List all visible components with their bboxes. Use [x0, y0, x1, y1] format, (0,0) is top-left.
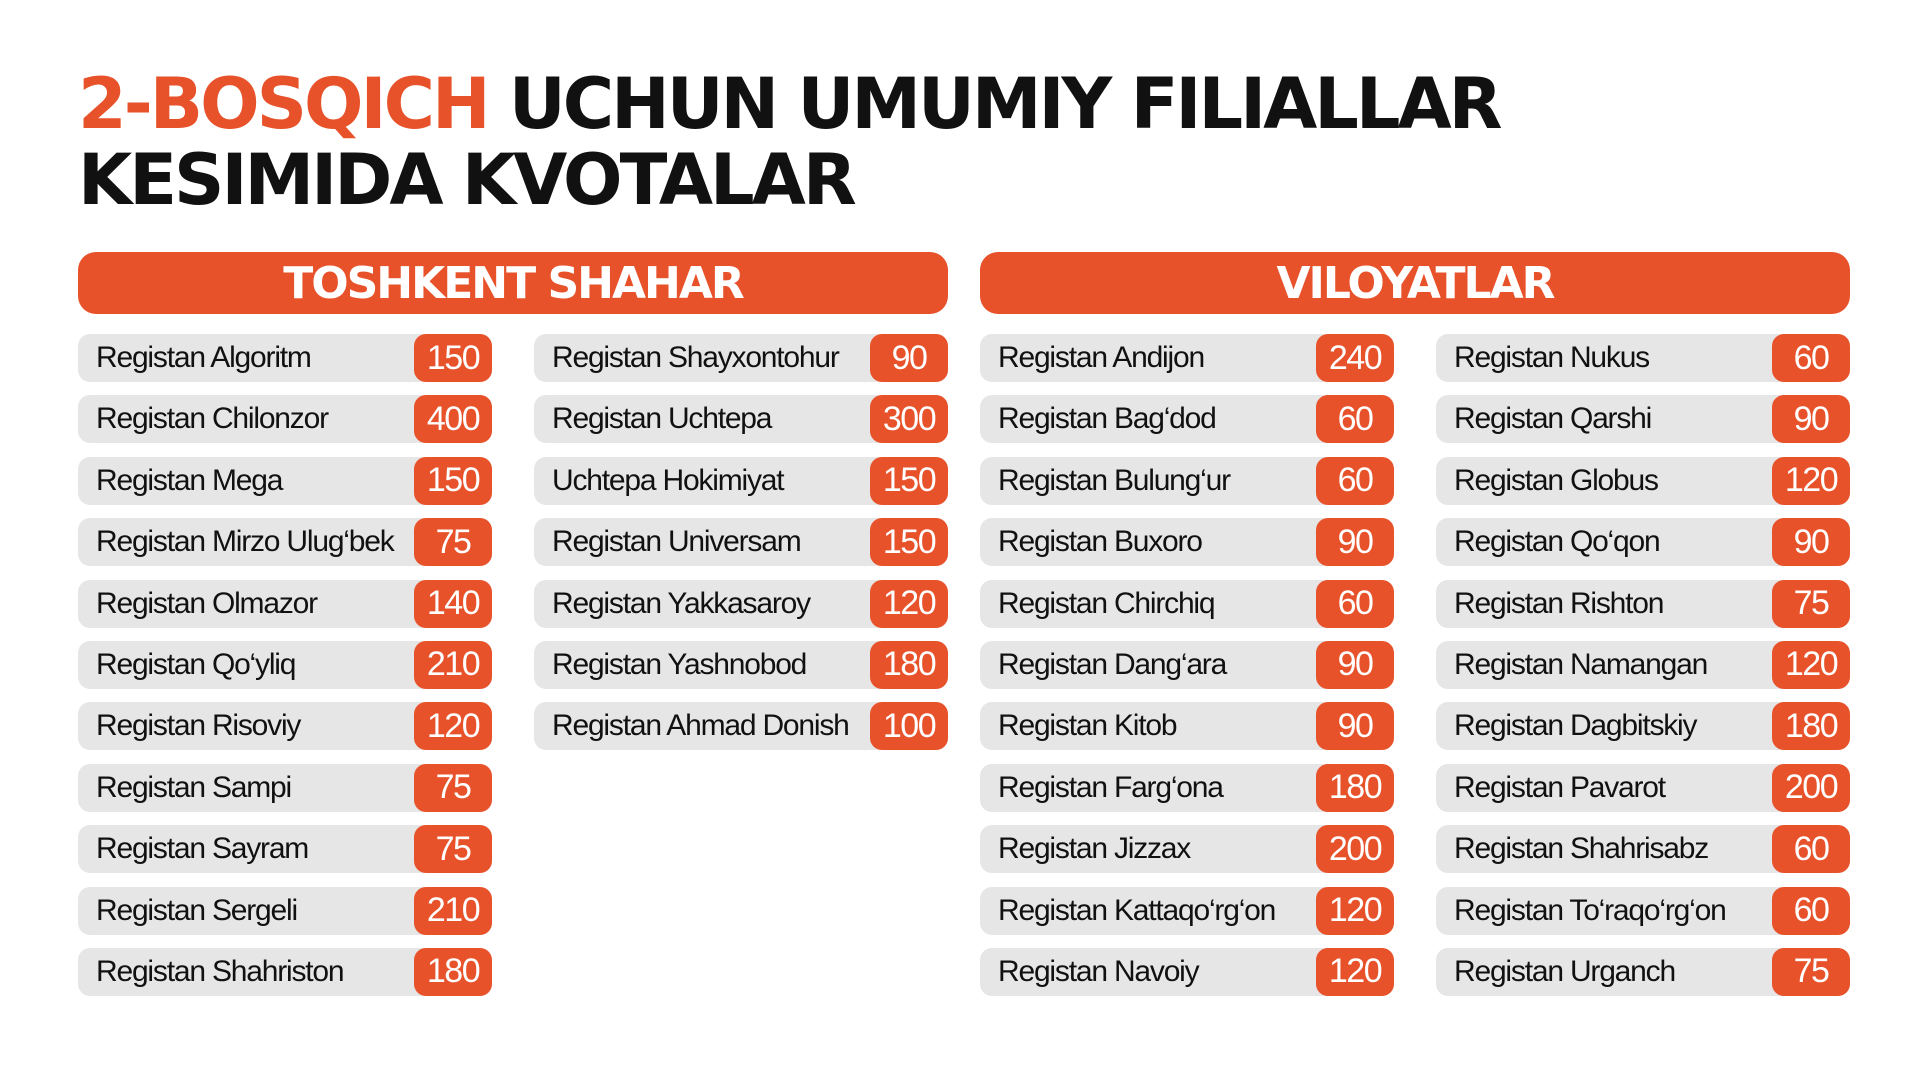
section-header: VILOYATLAR — [980, 252, 1850, 314]
branch-row — [78, 887, 492, 935]
branch-name: Registan Nukus — [1454, 341, 1649, 374]
branch-row — [1436, 580, 1850, 628]
branch-column — [78, 334, 492, 1009]
quota-badge: 90 — [1316, 702, 1394, 750]
quota-badge: 180 — [414, 948, 492, 996]
branch-row — [1436, 948, 1850, 996]
quota-badge: 200 — [1316, 825, 1394, 873]
branch-name: Registan Dang‘ara — [998, 647, 1227, 681]
branch-row — [534, 580, 948, 628]
quota-badge: 400 — [414, 395, 492, 443]
quota-badge: 90 — [1772, 395, 1850, 443]
branch-name: Registan Rishton — [1454, 586, 1664, 620]
branch-row — [78, 825, 492, 873]
branch-name: Registan Olmazor — [96, 586, 317, 620]
branch-row — [980, 334, 1394, 382]
quota-badge: 180 — [870, 641, 948, 689]
quota-badge: 120 — [1316, 948, 1394, 996]
quota-badge: 120 — [1772, 457, 1850, 505]
branch-row — [1436, 825, 1850, 873]
branch-row — [980, 702, 1394, 750]
branch-name: Registan Qo‘yliq — [96, 647, 296, 681]
branch-name: Registan Mega — [96, 463, 283, 497]
quota-badge: 150 — [870, 518, 948, 566]
branch-name: Registan To‘raqo‘rg‘on — [1454, 893, 1726, 927]
branch-row — [78, 395, 492, 443]
quota-badge: 60 — [1316, 395, 1394, 443]
quota-badge: 180 — [1772, 702, 1850, 750]
branch-row — [78, 334, 492, 382]
quota-badge: 75 — [414, 764, 492, 812]
branch-name: Registan Sampi — [96, 770, 291, 804]
quota-badge: 240 — [1316, 334, 1394, 382]
branch-column — [1436, 334, 1850, 1009]
branch-row — [1436, 334, 1850, 382]
quota-badge: 210 — [414, 641, 492, 689]
branch-name: Registan Chilonzor — [96, 402, 328, 436]
branch-name: Registan Qo‘qon — [1454, 525, 1660, 559]
branch-name: Uchtepa Hokimiyat — [552, 463, 784, 497]
quota-badge: 90 — [1316, 641, 1394, 689]
quota-badge: 75 — [1772, 580, 1850, 628]
branch-row — [980, 395, 1394, 443]
page-title — [78, 63, 1500, 221]
quota-badge: 60 — [1316, 580, 1394, 628]
quota-badge: 75 — [1772, 948, 1850, 996]
branch-column — [534, 334, 948, 1009]
quota-badge: 100 — [870, 702, 948, 750]
quota-badge: 150 — [414, 457, 492, 505]
quota-badge: 120 — [414, 702, 492, 750]
quota-badge: 75 — [414, 518, 492, 566]
branch-name: Registan Yakkasaroy — [552, 586, 810, 620]
branch-name: Registan Universam — [552, 525, 801, 559]
branch-name: Registan Globus — [1454, 463, 1658, 497]
branch-row — [78, 518, 492, 566]
branch-name: Registan Bulung‘ur — [998, 463, 1230, 497]
branch-name: Registan Sergeli — [96, 893, 297, 927]
branch-row — [1436, 518, 1850, 566]
branch-row — [1436, 457, 1850, 505]
branch-row — [534, 457, 948, 505]
branch-name: Registan Farg‘ona — [998, 770, 1223, 804]
branch-name: Registan Qarshi — [1454, 402, 1652, 436]
section-toshkent-shahar — [78, 252, 948, 1009]
branch-row — [534, 395, 948, 443]
quota-badge: 75 — [414, 825, 492, 873]
branch-row — [78, 641, 492, 689]
branch-name: Registan Ahmad Donish — [552, 709, 849, 743]
quota-badge: 60 — [1772, 825, 1850, 873]
branch-column — [980, 334, 1394, 1009]
branch-name: Registan Mirzo Ulug‘bek — [96, 525, 394, 559]
title-line1: UCHUN UMUMIY FILIALLAR — [487, 63, 1500, 145]
branch-name: Registan Kattaqo‘rg‘on — [998, 893, 1276, 927]
branch-row — [78, 948, 492, 996]
branch-row — [78, 702, 492, 750]
branch-name: Registan Yashnobod — [552, 647, 807, 681]
branch-name: Registan Risoviy — [96, 709, 301, 743]
branch-row — [1436, 887, 1850, 935]
branch-row — [534, 334, 948, 382]
branch-name: Registan Shahrisabz — [1454, 832, 1709, 866]
branch-row — [980, 764, 1394, 812]
branch-row — [78, 580, 492, 628]
branch-row — [534, 702, 948, 750]
quota-badge: 120 — [1772, 641, 1850, 689]
section-header: TOSHKENT SHAHAR — [78, 252, 948, 314]
branch-name: Registan Shayxontohur — [552, 341, 839, 374]
branch-name: Registan Namangan — [1454, 647, 1708, 681]
quota-badge: 200 — [1772, 764, 1850, 812]
branch-row — [1436, 764, 1850, 812]
branch-row — [78, 457, 492, 505]
quota-badge: 90 — [1316, 518, 1394, 566]
branch-name: Registan Chirchiq — [998, 586, 1215, 620]
quota-badge: 210 — [414, 887, 492, 935]
branch-row — [1436, 702, 1850, 750]
quota-badge: 120 — [1316, 887, 1394, 935]
branch-name: Registan Jizzax — [998, 832, 1191, 866]
quota-badge: 60 — [1772, 334, 1850, 382]
quota-badge: 140 — [414, 580, 492, 628]
branch-row — [980, 580, 1394, 628]
branch-name: Registan Urganch — [1454, 954, 1675, 988]
quota-badge: 60 — [1316, 457, 1394, 505]
branch-name: Registan Bag‘dod — [998, 402, 1216, 436]
branch-row — [980, 641, 1394, 689]
branch-name: Registan Uchtepa — [552, 402, 772, 436]
branch-row — [980, 457, 1394, 505]
quota-badge: 60 — [1772, 887, 1850, 935]
branch-row — [1436, 395, 1850, 443]
title-accent: 2-BOSQICH — [78, 63, 488, 145]
title-line2: KESIMIDA KVOTALAR — [78, 139, 854, 221]
quota-badge: 150 — [870, 457, 948, 505]
branch-row — [980, 825, 1394, 873]
quota-badge: 90 — [1772, 518, 1850, 566]
branch-name: Registan Buxoro — [998, 525, 1202, 559]
quota-badge: 300 — [870, 395, 948, 443]
branch-row — [980, 887, 1394, 935]
branch-row — [980, 948, 1394, 996]
quota-badge: 120 — [870, 580, 948, 628]
branch-name: Registan Algoritm — [96, 341, 311, 374]
branch-row — [534, 641, 948, 689]
branch-row — [1436, 641, 1850, 689]
branch-name: Registan Andijon — [998, 341, 1204, 374]
section-viloyatlar — [980, 252, 1850, 1009]
branch-name: Registan Navoiy — [998, 954, 1199, 988]
branch-row — [78, 764, 492, 812]
branch-name: Registan Kitob — [998, 709, 1177, 743]
quota-badge: 180 — [1316, 764, 1394, 812]
branch-name: Registan Shahriston — [96, 954, 344, 988]
branch-name: Registan Sayram — [96, 832, 309, 866]
quota-badge: 150 — [414, 334, 492, 382]
branch-name: Registan Dagbitskiy — [1454, 709, 1697, 743]
branch-name: Registan Pavarot — [1454, 770, 1665, 804]
branch-row — [980, 518, 1394, 566]
branch-row — [534, 518, 948, 566]
quota-badge: 90 — [870, 334, 948, 382]
